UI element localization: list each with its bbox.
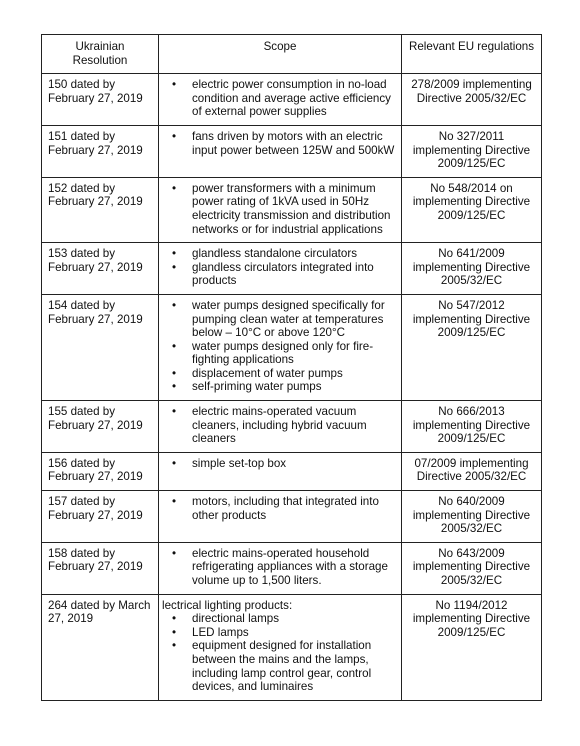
bullet-icon: •	[172, 298, 177, 312]
header-regulations: Relevant EU regulations	[402, 35, 542, 74]
scope-item-text: simple set-top box	[192, 456, 287, 470]
regulation-cell: No 641/2009 implementing Directive 2005/32/EC	[402, 243, 542, 295]
scope-intro: lectrical lighting products:	[162, 598, 293, 612]
resolution-cell: 151 dated by February 27, 2019	[42, 125, 159, 177]
resolution-cell: 150 dated by February 27, 2019	[42, 74, 159, 126]
scope-cell	[159, 594, 402, 700]
table-row	[42, 594, 542, 700]
regulation-cell: No 640/2009 implementing Directive 2005/32/EC	[402, 491, 542, 543]
bullet-icon: •	[172, 339, 177, 353]
resolution-cell: 158 dated by February 27, 2019	[42, 542, 159, 594]
regulations-table	[41, 34, 542, 701]
scope-cell	[159, 452, 402, 490]
scope-item-text: fans driven by motors with an electric input power between 125W and 500kW	[192, 129, 395, 157]
table-row	[42, 125, 542, 177]
scope-cell	[159, 542, 402, 594]
scope-list-item	[172, 639, 395, 694]
scope-list-item	[172, 495, 395, 522]
bullet-icon: •	[172, 260, 177, 274]
bullet-icon: •	[172, 78, 177, 92]
scope-cell	[159, 74, 402, 126]
scope-item-text: equipment designed for installation between the mains and the lamps, including lamp control gear, control devices, and luminaires	[192, 639, 372, 694]
scope-list	[165, 78, 395, 119]
scope-item-text: water pumps designed specifically for pumping clean water at temperatures below – 10°C or above 120°C	[192, 298, 385, 340]
scope-list-item	[172, 339, 395, 367]
table-row	[42, 74, 542, 126]
scope-list-item	[172, 405, 395, 446]
scope-list-item	[172, 625, 395, 640]
scope-item-text: displacement of water pumps	[192, 366, 343, 380]
scope-list	[165, 547, 395, 588]
scope-item-text: motors, including that integrated into other products	[192, 495, 379, 522]
regulation-cell: No 1194/2012 implementing Directive 2009/125/EC	[402, 594, 542, 700]
scope-list-item	[172, 247, 395, 261]
scope-list-item	[172, 260, 395, 288]
scope-list-item	[172, 546, 395, 588]
header-resolution: Ukrainian Resolution	[42, 35, 159, 74]
table-row	[42, 243, 542, 295]
bullet-icon: •	[172, 181, 177, 195]
scope-list	[165, 612, 395, 694]
bullet-icon: •	[172, 612, 177, 626]
scope-cell	[159, 294, 402, 400]
bullet-icon: •	[172, 366, 177, 380]
regulation-cell: 07/2009 implementing Directive 2005/32/EC	[402, 452, 542, 490]
bullet-icon: •	[172, 405, 177, 419]
scope-list	[165, 457, 395, 471]
table-row	[42, 491, 542, 543]
table-row	[42, 542, 542, 594]
scope-list-item	[172, 181, 395, 236]
table-header-row	[42, 35, 542, 74]
scope-list	[165, 299, 395, 394]
scope-list	[165, 182, 395, 236]
regulation-cell: No 666/2013 implementing Directive 2009/125/EC	[402, 401, 542, 453]
table-row	[42, 401, 542, 453]
table-row	[42, 294, 542, 400]
scope-item-text: water pumps designed only for fire-fighting applications	[192, 339, 374, 367]
bullet-icon: •	[172, 625, 177, 639]
resolution-cell: 156 dated by February 27, 2019	[42, 452, 159, 490]
scope-item-text: electric mains-operated vacuum cleaners, including hybrid vacuum cleaners	[192, 405, 367, 446]
bullet-icon: •	[172, 247, 177, 261]
scope-list-item	[172, 612, 395, 626]
scope-list-item	[172, 78, 395, 119]
scope-cell	[159, 177, 402, 242]
resolution-cell: 154 dated by February 27, 2019	[42, 294, 159, 400]
scope-item-text: glandless standalone circulators	[192, 247, 357, 261]
scope-list-item	[172, 298, 395, 340]
scope-cell	[159, 243, 402, 295]
scope-list-item	[172, 456, 395, 471]
scope-list	[165, 130, 395, 157]
table-row	[42, 452, 542, 490]
header-scope: Scope	[159, 35, 402, 74]
bullet-icon: •	[172, 639, 177, 653]
bullet-icon: •	[172, 456, 177, 470]
scope-list-item	[172, 380, 395, 394]
scope-list-item	[172, 366, 395, 381]
scope-item-text: electric power consumption in no-load condition and average active efficiency of external power supplies	[192, 78, 391, 119]
scope-cell	[159, 491, 402, 543]
scope-item-text: self-priming water pumps	[192, 380, 322, 394]
scope-list	[165, 495, 395, 522]
table-row	[42, 177, 542, 242]
resolution-cell: 157 dated by February 27, 2019	[42, 491, 159, 543]
resolution-cell: 155 dated by February 27, 2019	[42, 401, 159, 453]
regulation-cell: No 548/2014 on implementing Directive 2009/125/EC	[402, 177, 542, 242]
scope-item-text: electric mains-operated household refrigerating appliances with a storage volume up to 1,500 liters.	[192, 546, 388, 587]
regulation-cell: 278/2009 implementing Directive 2005/32/EC	[402, 74, 542, 126]
regulation-cell: No 643/2009 implementing Directive 2005/32/EC	[402, 542, 542, 594]
scope-list	[165, 247, 395, 288]
bullet-icon: •	[172, 546, 177, 560]
regulation-cell: No 547/2012 implementing Directive 2009/125/EC	[402, 294, 542, 400]
bullet-icon: •	[172, 129, 177, 143]
resolution-cell: 153 dated by February 27, 2019	[42, 243, 159, 295]
scope-item-text: directional lamps	[192, 612, 279, 626]
resolution-cell: 152 dated by February 27, 2019	[42, 177, 159, 242]
regulation-cell: No 327/2011 implementing Directive 2009/125/EC	[402, 125, 542, 177]
scope-list-item	[172, 129, 395, 157]
bullet-icon: •	[172, 380, 177, 394]
scope-item-text: glandless circulators integrated into products	[192, 260, 374, 288]
scope-list	[165, 405, 395, 446]
resolution-cell: 264 dated by March 27, 2019	[42, 594, 159, 700]
scope-cell	[159, 125, 402, 177]
scope-item-text: power transformers with a minimum power rating of 1kVA used in 50Hz electricity transmission and distribution networks or for industrial applications	[192, 181, 391, 236]
scope-cell	[159, 401, 402, 453]
scope-item-text: LED lamps	[192, 625, 249, 639]
bullet-icon: •	[172, 495, 177, 509]
